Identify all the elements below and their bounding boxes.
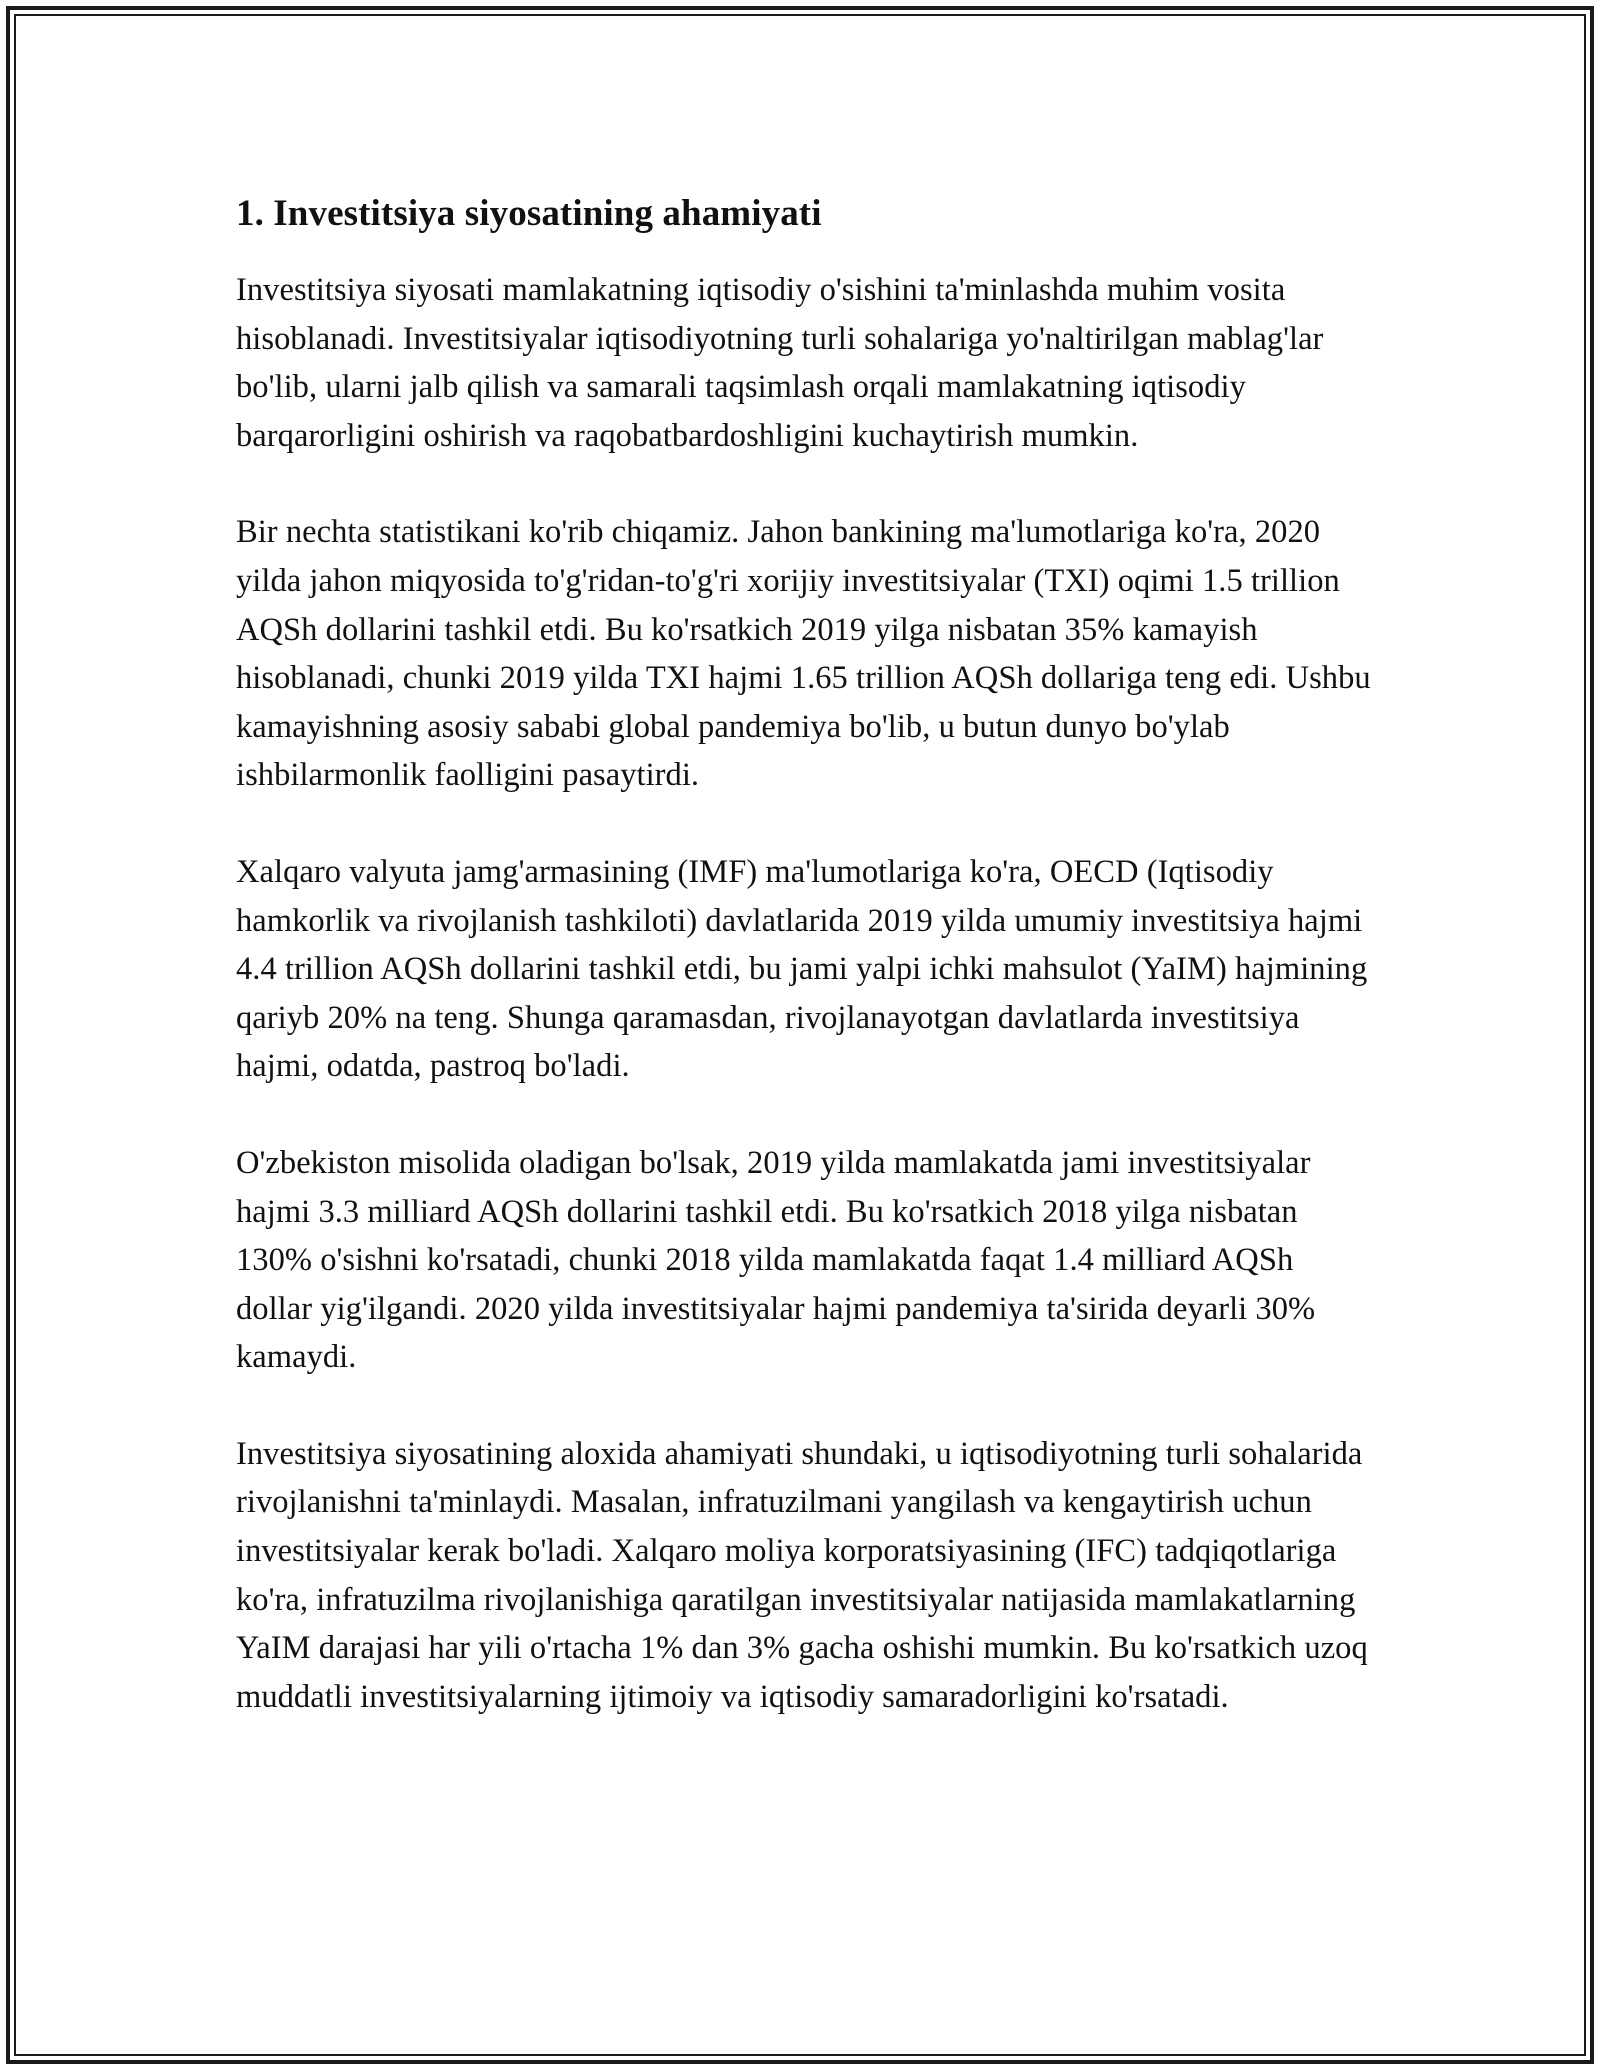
- paragraph-oecd-statistics: Xalqaro valyuta jamg'armasining (IMF) ma'lumotlariga ko'ra, OECD (Iqtisodiy hamkorlik va rivojlanish tashkiloti) davlatlarida 2019 yilda umumiy investitsiya hajmi 4.4 trillion AQSh dollarini tashkil etdi, bu jami yalpi ichki mahsulot (YaIM) hajmining qariyb 20% na teng. Shunga qaramasdan, rivojlanayotgan davlatlarda investitsiya hajmi, odatda, pastroq bo'ladi.: [236, 853, 1368, 1085]
- paragraph-infrastructure: Investitsiya siyosatining aloxida ahamiyati shundaki, u iqtisodiyotning turli sohalarida rivojlanishni ta'minlaydi. Masalan, infratuzilmani yangilash va kengaytirish uchun investitsiyalar kerak bo'ladi. Xalqaro moliya korporatsiyasining (IFC) tadqiqotlariga ko'ra, infratuzilma rivojlanishiga qaratilgan investitsiyalar natijasida mamlakatlarning YaIM darajasi har yili o'rtacha 1% dan 3% gacha oshishi mumkin. Bu ko'rsatkich uzoq muddatli investitsiyalarning ijtimoiy va iqtisodiy samaradorligini ko'rsatadi.: [236, 1435, 1368, 1715]
- section-title: 1. Investitsiya siyosatining ahamiyati: [236, 193, 822, 234]
- paragraph-world-statistics: Bir nechta statistikani ko'rib chiqamiz. Jahon bankining ma'lumotlariga ko'ra, 2020 yilda jahon miqyosida to'g'ridan-to'g'ri xorijiy investitsiyalar (TXI) oqimi 1.5 trillion AQSh dollarini tashkil etdi. Bu ko'rsatkich 2019 yilga nisbatan 35% kamayish hisoblanadi, chunki 2019 yilda TXI hajmi 1.65 trillion AQSh dollariga teng edi. Ushbu kamayishning asosiy sababi global pandemiya bo'lib, u butun dunyo bo'ylab ishbilarmonlik faolligini pasaytirdi.: [236, 514, 1371, 794]
- document-body: [236, 185, 1371, 1721]
- paragraph-intro: Investitsiya siyosati mamlakatning iqtisodiy o'sishini ta'minlashda muhim vosita hisoblanadi. Investitsiyalar iqtisodiyotning turli sohalariga yo'naltirilgan mablag'lar bo'lib, ularni jalb qilish va samarali taqsimlash orqali mamlakatning iqtisodiy barqarorligini oshirish va raqobatbardoshligini kuchaytirish mumkin.: [236, 272, 1324, 454]
- paragraph-uzbekistan-statistics: O'zbekiston misolida oladigan bo'lsak, 2019 yilda mamlakatda jami investitsiyalar hajmi 3.3 milliard AQSh dollarini tashkil etdi. Bu ko'rsatkich 2018 yilga nisbatan 130% o'sishni ko'rsatadi, chunki 2018 yilda mamlakatda faqat 1.4 milliard AQSh dollar yig'ilgandi. 2020 yilda investitsiyalar hajmi pandemiya ta'sirida deyarli 30% kamaydi.: [236, 1144, 1316, 1376]
